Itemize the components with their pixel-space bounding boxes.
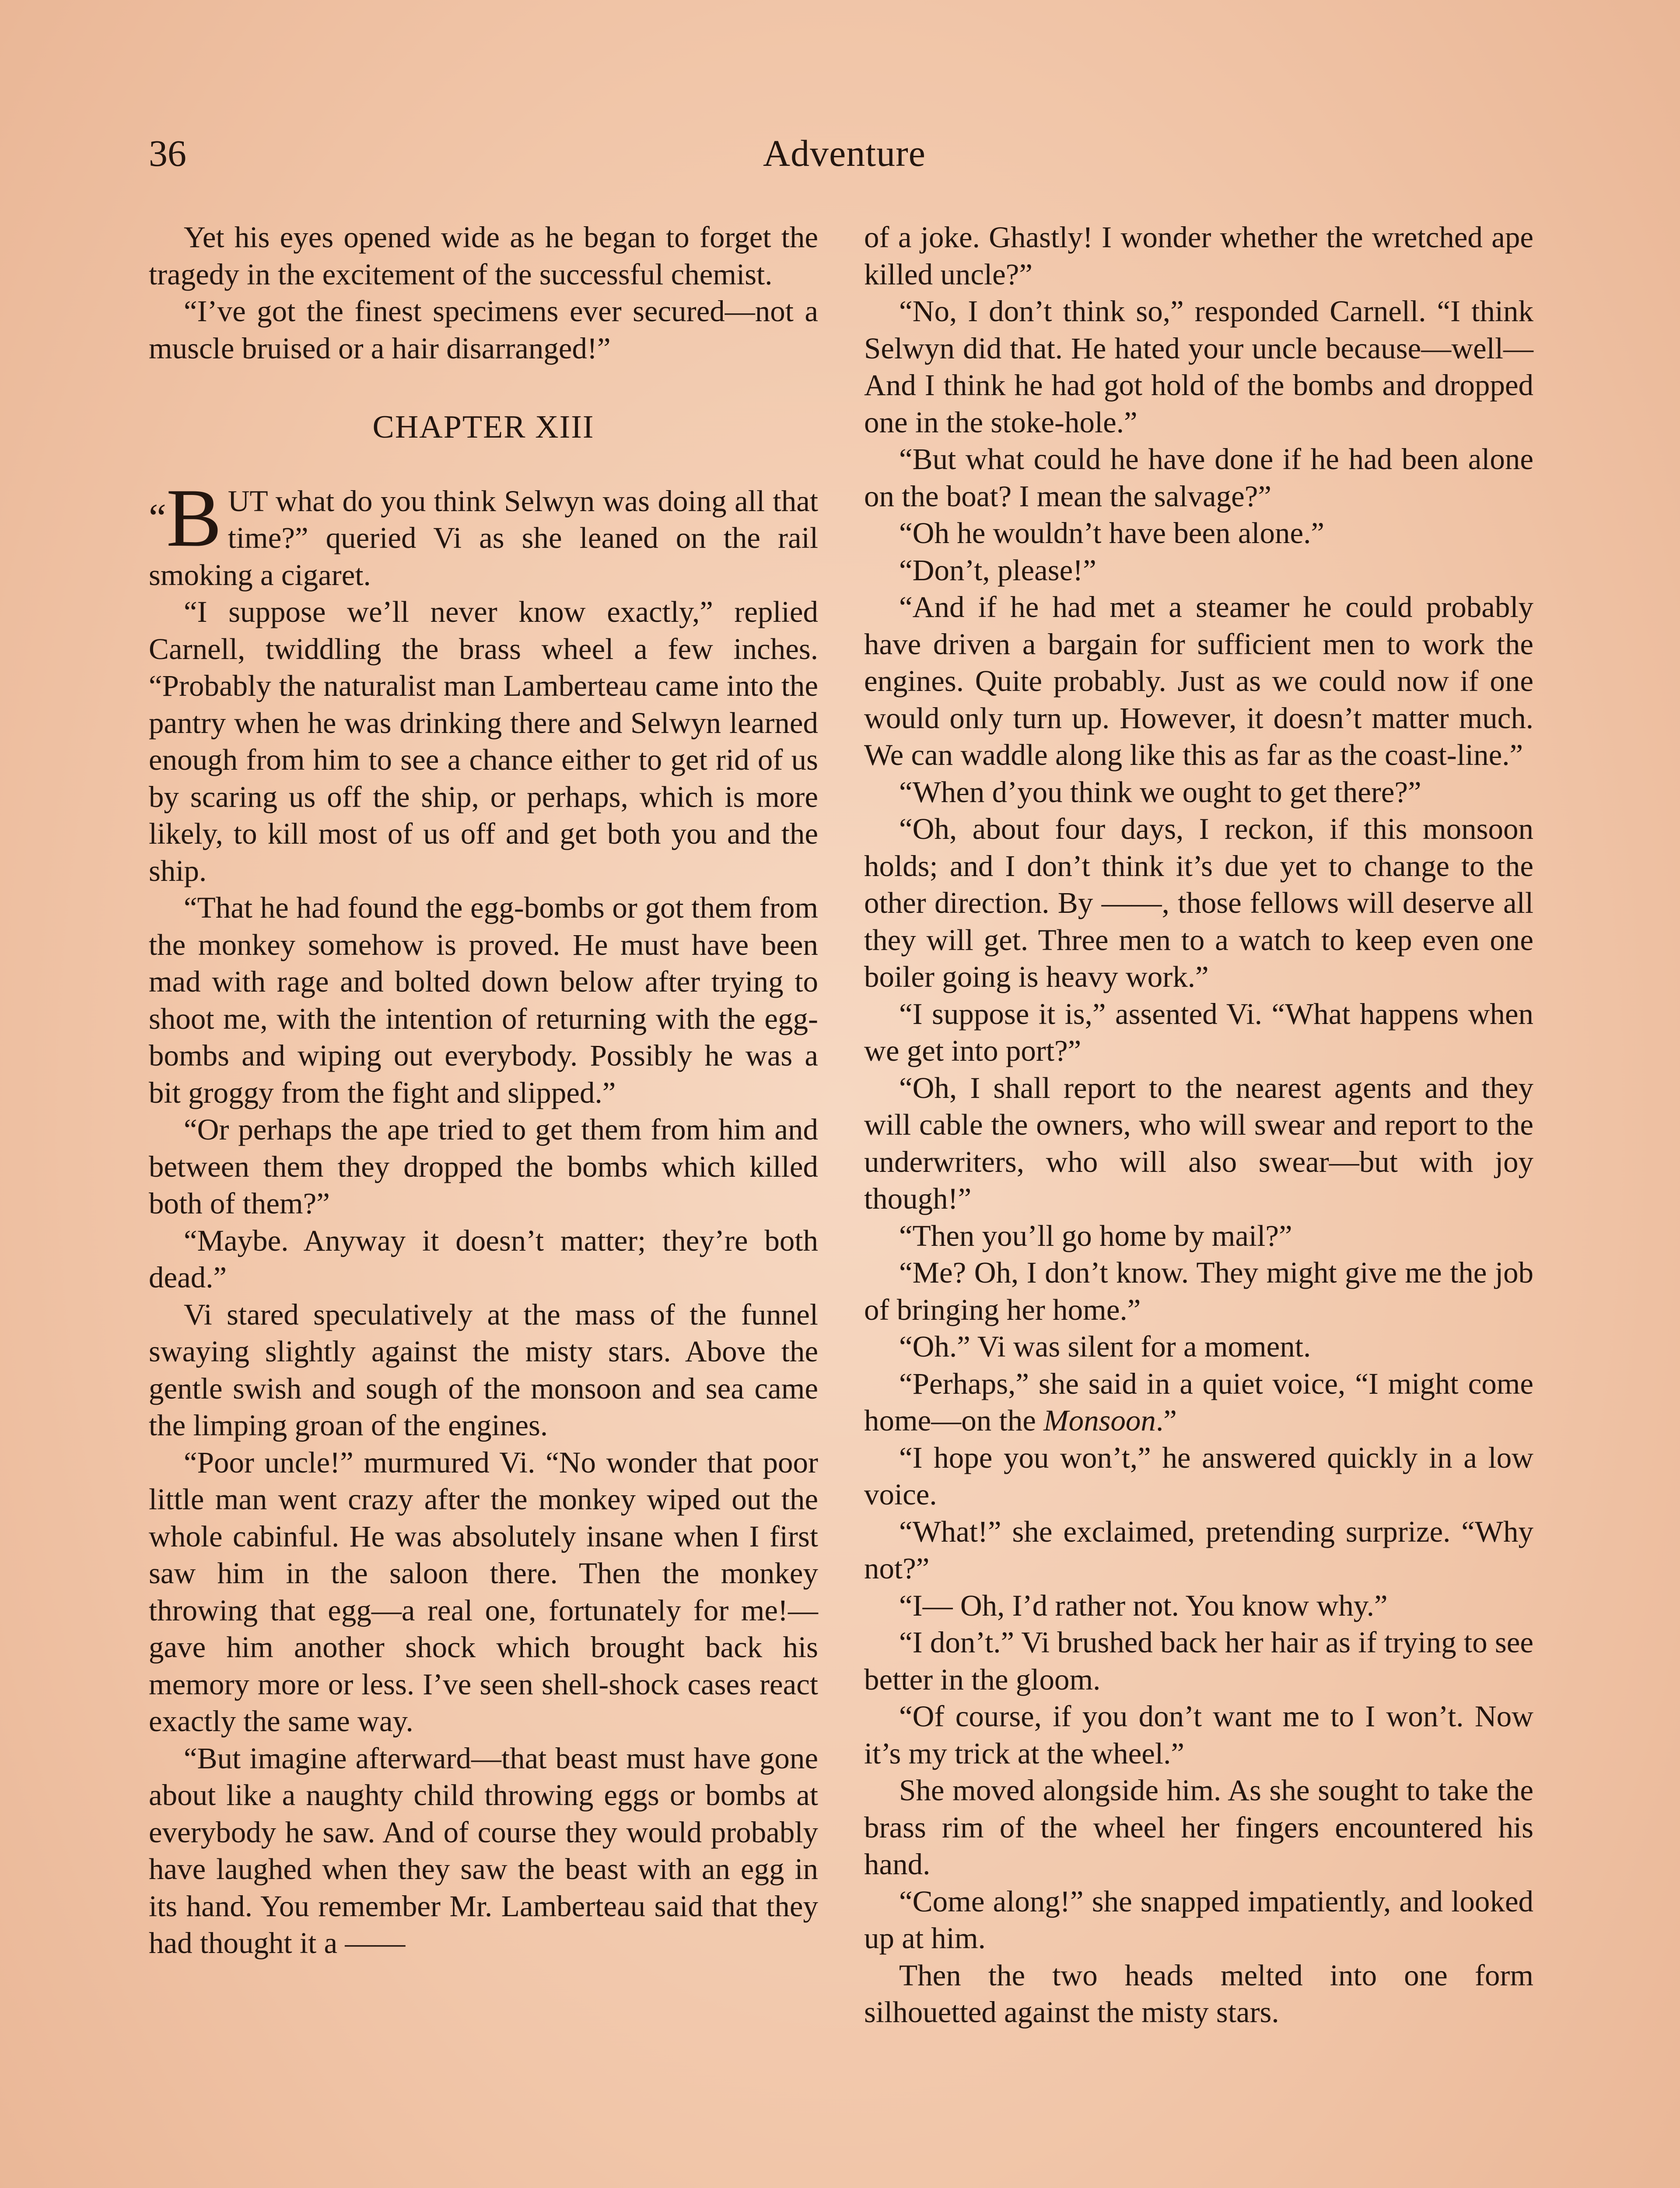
- paragraph: Then the two heads melted into one form silhouetted against the misty stars.: [864, 1958, 1533, 2029]
- paragraph: “Oh, I shall report to the nearest agents and they will cable the owners, who will swear and report to the underwriters, who will also swear—but with joy though!”: [864, 1071, 1533, 1215]
- paragraph: “Of course, if you don’t want me to I won’t. Now it’s my trick at the wheel.”: [864, 1700, 1533, 1770]
- paragraph: “When d’you think we ought to get there?”: [899, 775, 1421, 809]
- page-header: [149, 127, 1540, 197]
- paragraph: “Oh he wouldn’t have been alone.”: [899, 516, 1325, 550]
- chapter-opening-text: UT what do you think Selwyn was doing all that time?” queried Vi as she leaned on the rail smoking a cigaret.: [149, 484, 818, 592]
- paragraph: “But what could he have done if he had been alone on the boat? I mean the salvage?”: [864, 442, 1533, 513]
- paragraph: “And if he had met a steamer he could probably have driven a bargain for sufficient men to work the engines. Quite probably. Just as we could now if one would only turn up. However, it doesn’t matter much. We can waddle along like this as far as the coast-line.”: [864, 590, 1533, 771]
- paragraph: “What!” she exclaimed, pretending surprize. “Why not?”: [864, 1515, 1533, 1585]
- paragraph: “I hope you won’t,” he answered quickly in a low voice.: [864, 1441, 1533, 1511]
- paragraph: Yet his eyes opened wide as he began to forget the tragedy in the excitement of the successful chemist.: [149, 221, 818, 291]
- paragraph: “No, I don’t think so,” responded Carnell. “I think Selwyn did that. He hated your uncle because—well— And I think he had got hold of the bombs and dropped one in the stoke-hole.”: [864, 295, 1533, 439]
- paragraph: “I— Oh, I’d rather not. You know why.”: [899, 1588, 1388, 1622]
- paragraph: She moved alongside him. As she sought to take the brass rim of the wheel her fingers encountered his hand.: [864, 1774, 1533, 1881]
- paragraph: “I suppose it is,” assented Vi. “What happens when we get into port?”: [864, 997, 1533, 1067]
- ship-name-monsoon: Monsoon: [1043, 1404, 1156, 1437]
- paragraph: “But imagine afterward—that beast must have gone about like a naughty child throwing eggs or bombs at everybody he saw. And of course they would probably have laughed when they saw the beast with an egg in its hand. You remember Mr. Lamberteau said that they had thought it a ——: [149, 1741, 818, 1960]
- paragraph: Vi stared speculatively at the mass of the funnel swaying slightly against the misty stars. Above the gentle swish and sough of the monsoon and sea came the limping groan of the engines.: [149, 1297, 818, 1442]
- drop-cap-letter: B: [166, 472, 222, 564]
- paragraph: “Poor uncle!” murmured Vi. “No wonder that poor little man went crazy after the monkey wiped out the whole cabinful. He was absolutely insane when I first saw him in the saloon there. Then the monkey throwing that egg—a real one, fortunately for me!—gave him another shock which brought back his memory more or less. I’ve seen shell-shock cases react exactly the same way.: [149, 1445, 818, 1738]
- right-column: [864, 219, 1533, 2031]
- paragraph: “Maybe. Anyway it doesn’t matter; they’re both dead.”: [149, 1224, 818, 1294]
- page-number: 36: [149, 132, 186, 174]
- paragraph: “Then you’ll go home by mail?”: [899, 1219, 1292, 1252]
- drop-cap-quote: “: [149, 496, 166, 540]
- paragraph: “I suppose we’ll never know exactly,” replied Carnell, twiddling the brass wheel a few inches. “Probably the naturalist man Lamberteau came into the pantry when he was drinking there and Selwyn learned enough from him to see a chance either to get rid of us by scaring us off the ship, or perhaps, which is more likely, to kill most of us off and get both you and the ship.: [149, 595, 818, 887]
- paragraph: “Don’t, please!”: [899, 553, 1096, 587]
- paragraph: “Oh.” Vi was silent for a moment.: [899, 1330, 1311, 1363]
- chapter-heading: CHAPTER XIII: [372, 409, 595, 445]
- chapter-opening-paragraph: [149, 472, 818, 594]
- left-column: [149, 219, 818, 1962]
- drop-cap: [149, 472, 222, 564]
- paragraph: “That he had found the egg-bombs or got them from the monkey somehow is proved. He must have been mad with rage and bolted down below after trying to shoot me, with the intention of returning with the egg-bombs and wiping out everybody. Possibly he was a bit groggy from the fight and slipped.”: [149, 891, 818, 1109]
- paragraph: “Or perhaps the ape tried to get them from him and between them they dropped the bombs which killed both of them?”: [149, 1113, 818, 1220]
- paragraph-continued: of a joke. Ghastly! I wonder whether the wretched ape killed uncle?”: [864, 221, 1533, 291]
- paragraph: “Me? Oh, I don’t know. They might give me the job of bringing her home.”: [864, 1256, 1533, 1326]
- monsoon-suffix: .”: [1155, 1404, 1177, 1437]
- running-title: Adventure: [763, 132, 926, 174]
- paragraph: “I’ve got the finest specimens ever secured—not a muscle bruised or a hair disarranged!”: [149, 295, 818, 365]
- paragraph: “I don’t.” Vi brushed back her hair as if trying to see better in the gloom.: [864, 1626, 1533, 1696]
- monsoon-prefix: “Perhaps,” she said in a quiet voice, “I might come home—on the: [864, 1367, 1533, 1437]
- paragraph: “Come along!” she snapped impatiently, and looked up at him.: [864, 1884, 1533, 1955]
- paragraph-monsoon: [864, 1365, 1533, 1439]
- paragraph: “Oh, about four days, I reckon, if this monsoon holds; and I don’t think it’s due yet to change to the other direction. By ——, those fellows will deserve all they will get. Three men to a watch to keep even one boiler going is heavy work.”: [864, 812, 1533, 993]
